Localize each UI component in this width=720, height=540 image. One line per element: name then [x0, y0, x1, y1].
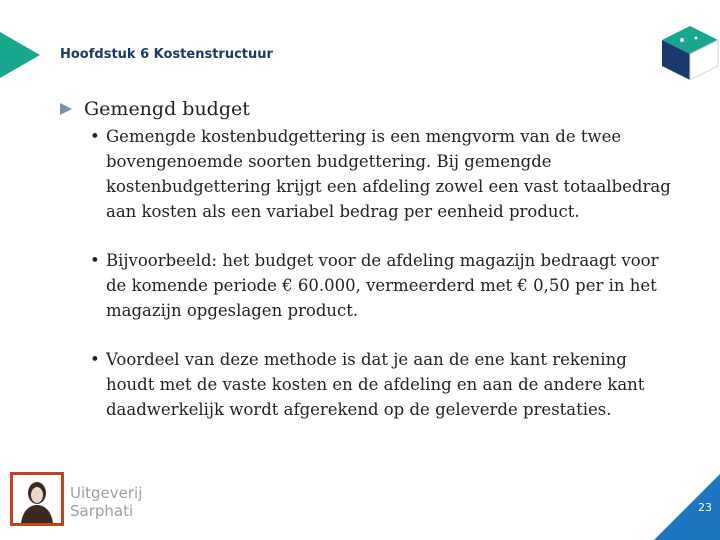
publisher-name — [70, 484, 142, 520]
bullet-item: • Bijvoorbeeld: het budget voor de afdeling magazijn bedraagt voor de komende periode € 60.000, vermeerderd met € 0,50 per in het magazijn opgeslagen product. — [90, 248, 680, 323]
publisher-logo — [10, 472, 142, 526]
slide-heading — [60, 98, 700, 120]
bullet-list — [60, 124, 680, 422]
slide-heading-text: Gemengd budget — [84, 98, 250, 120]
portrait-icon — [10, 472, 64, 526]
cube-logo-icon — [660, 24, 720, 80]
bullet-item: • Voordeel van deze methode is dat je aan de ene kant rekening houdt met de vaste kosten en de afdeling en aan de andere kant daadwerkelijk wordt afgerekend op de geleverde prestaties. — [90, 347, 680, 422]
page-number: 23 — [698, 501, 712, 514]
publisher-line-2: Sarphati — [70, 502, 134, 520]
chapter-title: Hoofdstuk 6 Kostenstructuur — [60, 47, 273, 62]
corner-triangle-decoration — [0, 32, 40, 78]
heading-arrow-icon — [60, 103, 72, 115]
bullet-item: • Gemengde kostenbudgettering is een mengvorm van de twee bovengenoemde soorten budgettering. Bij gemengde kostenbudgettering krijgt een afdeling zowel een vast totaalbedrag aan kosten als een variabel bedrag per eenheid product. — [90, 124, 680, 224]
slide-content — [60, 98, 700, 446]
publisher-line-1: Uitgeverij — [70, 484, 143, 502]
